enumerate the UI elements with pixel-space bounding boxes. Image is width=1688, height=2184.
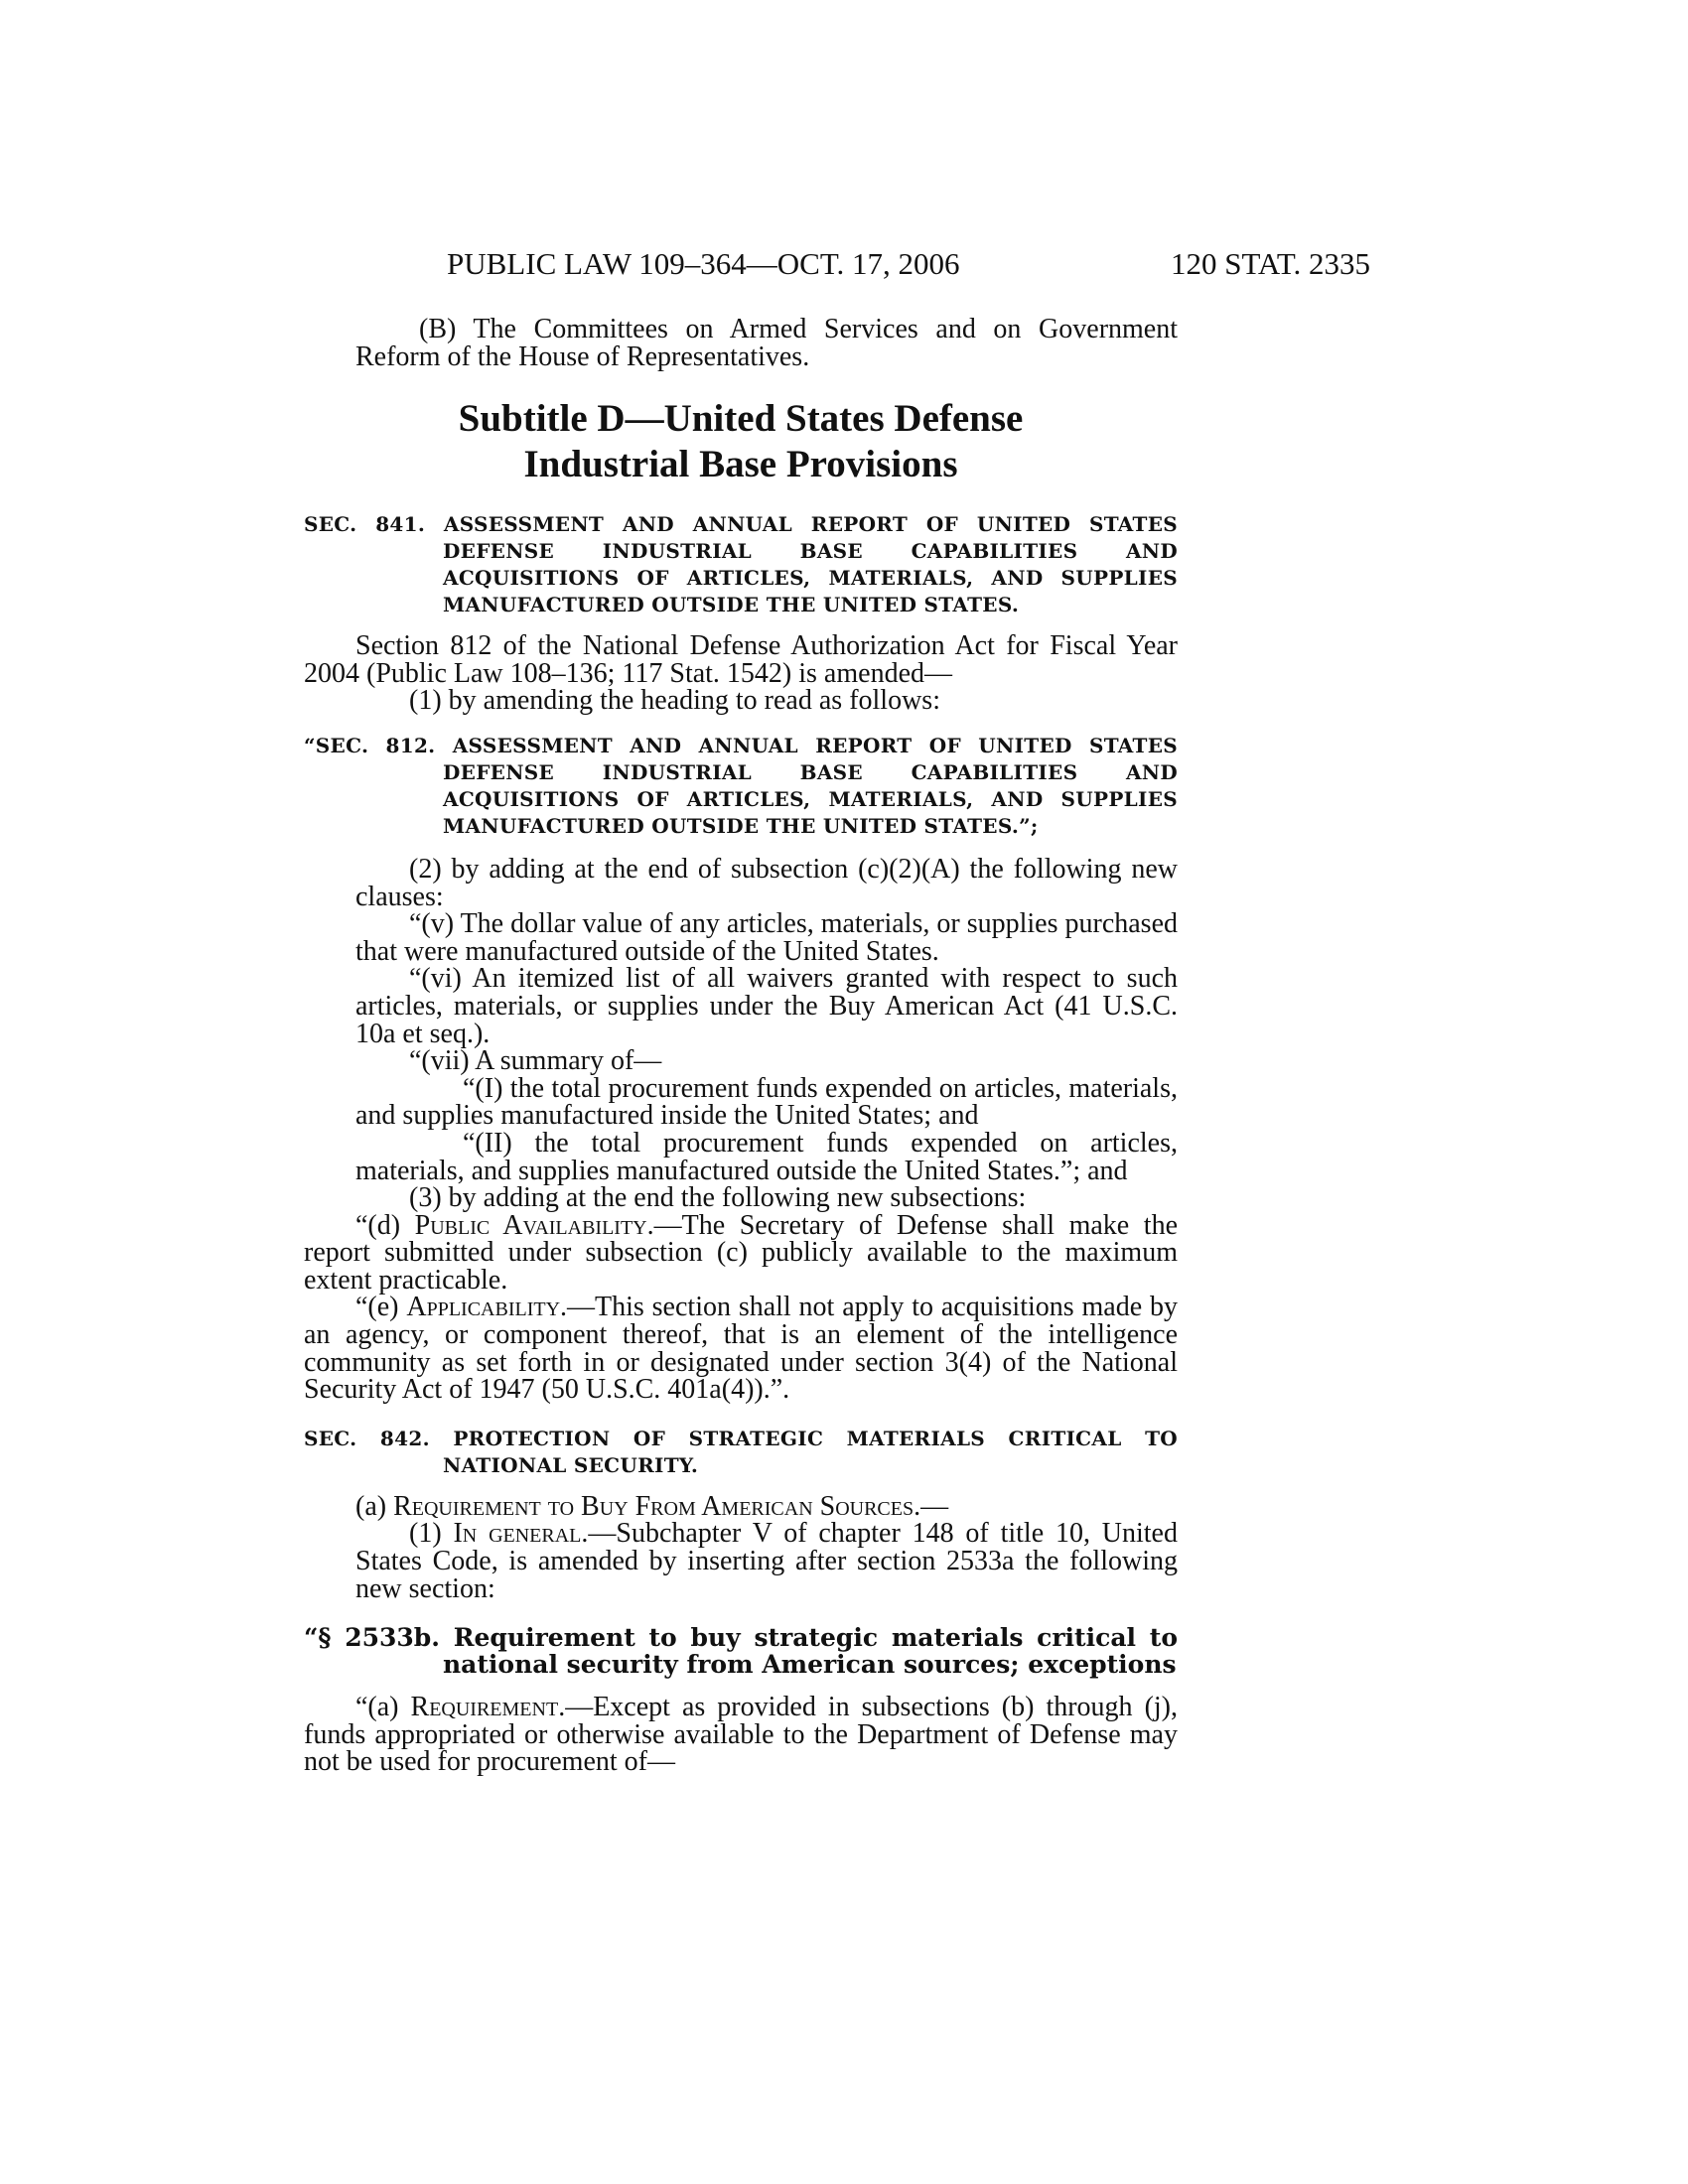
subclause-II: “(II) the total procurement funds expended on articles, materials, and supplies manufactured outside the United States.”; and xyxy=(355,1127,1178,1186)
requirement-subsection xyxy=(304,1694,1178,1776)
header-law-citation: PUBLIC LAW 109–364—OCT. 17, 2006 xyxy=(447,246,960,281)
amendment-item-2: (2) by adding at the end of subsection (c)(2)(A) the following new clauses: xyxy=(355,853,1178,912)
requirement-body: .—Except as provided in subsections (b) through (j), funds appropriated or otherwise available to the Department of Defense may not be used for procurement of— xyxy=(304,1692,1178,1778)
document-body xyxy=(304,316,1178,1776)
subclause-II-wrap xyxy=(304,1127,1178,1186)
subsection-a-lead: (a) xyxy=(355,1490,394,1522)
amendment-item-3: (3) by adding at the end the following new subsections: xyxy=(409,1182,1027,1214)
subsection-d-lead: “(d) xyxy=(355,1209,415,1241)
subsection-e xyxy=(304,1292,1178,1406)
section-2533b-heading: “§ 2533b. Requirement to buy strategic materials critical to national security from American sources; exceptions xyxy=(304,1623,1178,1680)
amendment-item-1: (1) by amending the heading to read as follows: xyxy=(409,685,940,717)
subtitle-heading xyxy=(304,396,1178,487)
subsection-e-lead: “(e) xyxy=(355,1292,407,1323)
committee-paragraph: (B) The Committees on Armed Services and on Government Reform of the House of Representatives. xyxy=(355,314,1178,372)
requirement-lead: “(a) xyxy=(355,1692,411,1723)
paragraph-a1-lead: (1) xyxy=(409,1518,454,1550)
clause-vi: “(vi) An itemized list of all waivers granted with respect to such articles, materials, or supplies under the Buy American Act (41 U.S.C. 10a et seq.). xyxy=(355,963,1178,1049)
header-stat-page: 120 STAT. 2335 xyxy=(1170,246,1370,281)
subclause-I: “(I) the total procurement funds expended on articles, materials, and supplies manufactured inside the United States; and xyxy=(355,1072,1178,1132)
subsection-a-caption: Requirement to Buy From American Sources xyxy=(393,1490,914,1522)
quoted-section-812-heading: “SEC. 812. ASSESSMENT AND ANNUAL REPORT OF UNITED STATES DEFENSE INDUSTRIAL BASE CAPABILITIES AND ACQUISITIONS OF ARTICLES, MATERIALS, AND SUPPLIES MANUFACTURED OUTSIDE THE UNITED STATES.”; xyxy=(304,733,1178,838)
subclause-I-wrap xyxy=(304,1072,1178,1132)
subsection-d-body: .—The Secretary of Defense shall make the report submitted under subsection (c) publicly available to the maximum extent practicable. xyxy=(304,1209,1179,1296)
paragraph-a1 xyxy=(304,1520,1178,1602)
paragraph-a1-body: .—Subchapter V of chapter 148 of title 10, United States Code, is amended by inserting after section 2533a the following new section: xyxy=(355,1518,1178,1604)
subsection-e-body: .—This section shall not apply to acquisitions made by an agency, or component thereof, that is an element of the intelligence community as set forth in or designated under section 3(4) of the National Security Act of 1947 (50 U.S.C. 401a(4)).”. xyxy=(304,1292,1178,1406)
requirement-caption: Requirement xyxy=(410,1692,559,1723)
section-841-intro: Section 812 of the National Defense Authorization Act for Fiscal Year 2004 (Public Law 108–136; 117 Stat. 1542) is amended— xyxy=(304,630,1178,689)
subsection-d-caption: Public Availability xyxy=(414,1209,647,1241)
clause-v: “(v) The dollar value of any articles, materials, or supplies purchased that were manufactured outside of the United States. xyxy=(355,908,1178,967)
subtitle-line-2: Industrial Base Provisions xyxy=(523,443,958,486)
subsection-a xyxy=(304,1490,1178,1522)
subtitle-line-1: Subtitle D—United States Defense xyxy=(458,397,1024,441)
running-header xyxy=(447,246,1370,286)
subsection-e-caption: Applicability xyxy=(406,1292,561,1323)
clause-vii: “(vii) A summary of— xyxy=(409,1045,662,1077)
section-841-heading: SEC. 841. ASSESSMENT AND ANNUAL REPORT OF UNITED STATES DEFENSE INDUSTRIAL BASE CAPABILITIES AND ACQUISITIONS OF ARTICLES, MATERIALS, AND SUPPLIES MANUFACTURED OUTSIDE THE UNITED STATES. xyxy=(304,512,1178,617)
section-842-heading: SEC. 842. PROTECTION OF STRATEGIC MATERIALS CRITICAL TO NATIONAL SECURITY. xyxy=(304,1426,1178,1477)
subsection-d xyxy=(304,1209,1179,1296)
subsection-a-tail: .— xyxy=(914,1490,949,1522)
paragraph-a1-caption: In general xyxy=(453,1518,582,1550)
